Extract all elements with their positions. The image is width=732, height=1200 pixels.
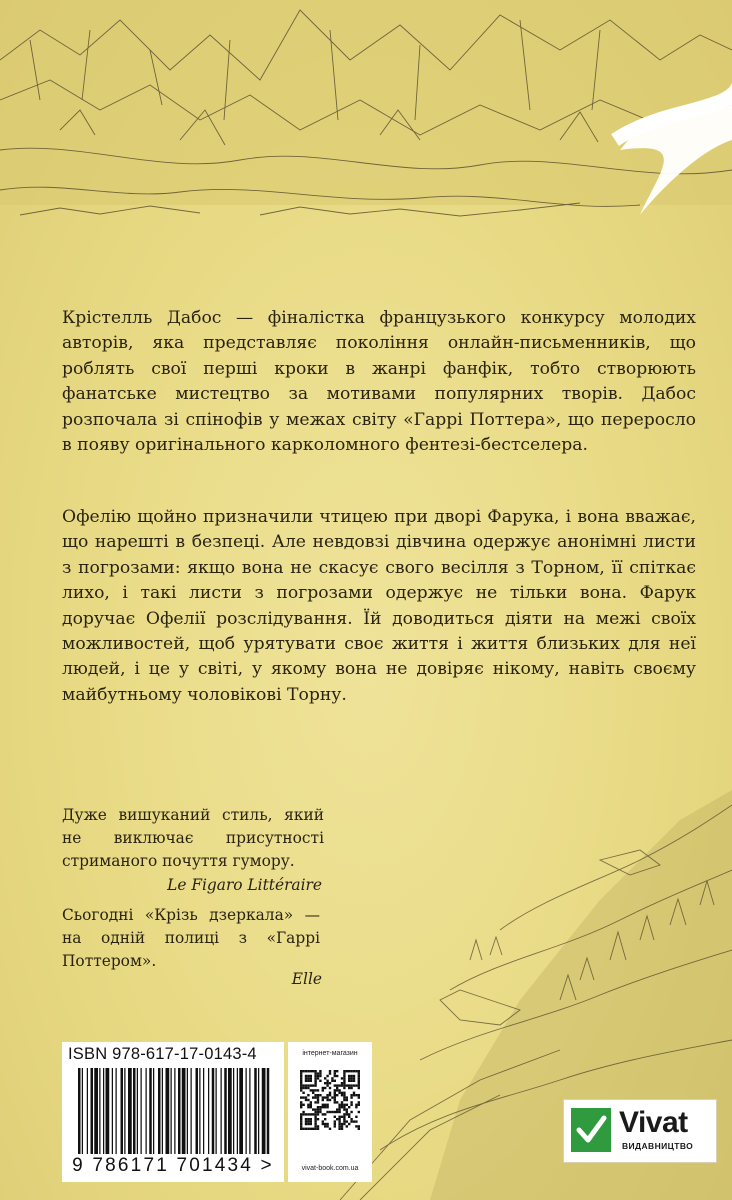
qr-top-label: інтернет-магазин bbox=[302, 1050, 358, 1057]
qr-panel bbox=[288, 1042, 372, 1182]
vivat-checkmark-icon bbox=[571, 1108, 611, 1152]
review-source-2: Elle bbox=[291, 970, 322, 988]
barcode-number: 9 786171 701434 > bbox=[72, 1155, 274, 1176]
review-source-1: Le Figaro Littéraire bbox=[167, 876, 322, 894]
barcode-panel bbox=[62, 1042, 284, 1182]
isbn-label: ISBN 978-617-17-0143-4 bbox=[68, 1045, 257, 1063]
about-author-paragraph: Крістелль Дабос — фіналістка французького конкурсу молодих авторів, яка представляє покоління онлайн-письменників, що роблять свої перші кроки в жанрі фанфік, тобто створюють фанатське мистецтво за мотивами популярних творів. Дабос розпочала зі спінофів у межах світу «Гаррі Поттера», що переросло в появу оригінального карколомного фентезі-бестселера. bbox=[62, 308, 696, 456]
qr-bottom-label: vivat-book.com.ua bbox=[301, 1165, 359, 1172]
qr-code-icon bbox=[288, 1042, 372, 1182]
review-quote-1: Дуже вишуканий стиль, який не виключає присутності стриманого почуття гумору. bbox=[62, 806, 324, 870]
synopsis-paragraph: Офелію щойно призначили чтицею при дворі Фарука, і вона вважає, що нарешті в безпеці. Але невдовзі дівчина одержує анонімні листи з погрозами: якщо вона не скасує свого весілля з Торном, її спіткає лихо, і такі листи з погрозами одержує не тільки вона. Фарук доручає Офелії розслідування. Їй доводиться діяти на межі своїх можливостей, щоб урятувати своє життя і життя близьких для неї людей, і це у світі, у якому вона не довіряє нікому, навіть своєму майбутньому чоловікові Торну. bbox=[62, 507, 696, 705]
review-quote-2: Сьогодні «Крізь дзеркала» — на одній полиці з «Гаррі Поттером». bbox=[62, 906, 320, 970]
publisher-logo bbox=[563, 1099, 717, 1163]
publisher-name: Vivat bbox=[619, 1106, 688, 1139]
top-landscape-illustration bbox=[0, 0, 732, 240]
publisher-subtitle: ВИДАВНИЦТВО bbox=[622, 1141, 694, 1151]
